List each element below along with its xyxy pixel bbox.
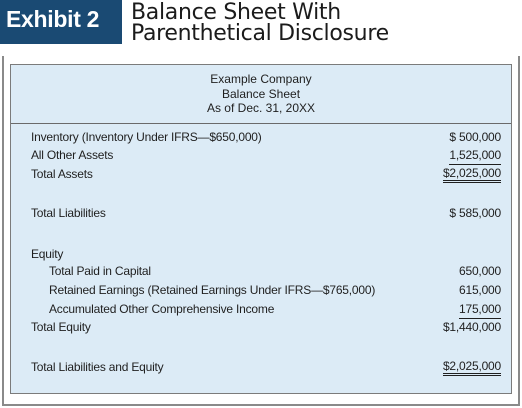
row-equity-heading (31, 246, 501, 263)
statement-name: Balance Sheet (221, 86, 301, 101)
row-amount: $2,025,000 (443, 166, 501, 183)
statement-header (11, 72, 511, 116)
row-label: Total Liabilities and Equity (31, 360, 164, 374)
row-amount: 175,000 (459, 301, 501, 319)
header-divider (11, 123, 511, 124)
row-label: Retained Earnings (Retained Earnings Under IFRS—$765,000) (49, 283, 376, 297)
row-amount: $ 500,000 (449, 130, 501, 144)
row-total-assets (31, 166, 501, 183)
row-label: Total Liabilities (31, 206, 106, 220)
row-label: Accumulated Other Comprehensive Income (49, 302, 275, 316)
row-amount: 615,000 (459, 283, 501, 297)
row-aoci (31, 301, 501, 318)
company-name: Example Company (210, 72, 312, 86)
exhibit-title-line2: Parenthetical Disclosure (131, 21, 389, 46)
row-paid-in-capital (31, 263, 501, 280)
exhibit-title-line1: Balance Sheet With (131, 0, 341, 25)
exhibit-title (131, 2, 516, 44)
statement-date: As of Dec. 31, 20XX (206, 101, 316, 115)
row-amount: 1,525,000 (449, 147, 501, 165)
row-total-liabilities-equity (31, 359, 501, 376)
row-retained-earnings (31, 282, 501, 299)
row-amount: $2,025,000 (443, 359, 501, 376)
row-inventory (31, 129, 501, 146)
exhibit-tag: Exhibit 2 (0, 0, 122, 44)
balance-sheet-panel (10, 64, 512, 394)
row-total-equity (31, 319, 501, 336)
row-amount: $1,440,000 (442, 320, 501, 334)
row-label: Total Paid in Capital (49, 264, 151, 278)
row-amount: 650,000 (459, 264, 501, 278)
row-total-liabilities (31, 205, 501, 222)
row-label: Total Equity (31, 320, 91, 334)
row-amount: $ 585,000 (449, 206, 501, 220)
row-label: Inventory (Inventory Under IFRS—$650,000) (31, 130, 262, 144)
row-other-assets (31, 147, 501, 164)
row-label: Equity (31, 247, 64, 261)
row-label: Total Assets (31, 167, 93, 181)
row-label: All Other Assets (31, 148, 114, 162)
